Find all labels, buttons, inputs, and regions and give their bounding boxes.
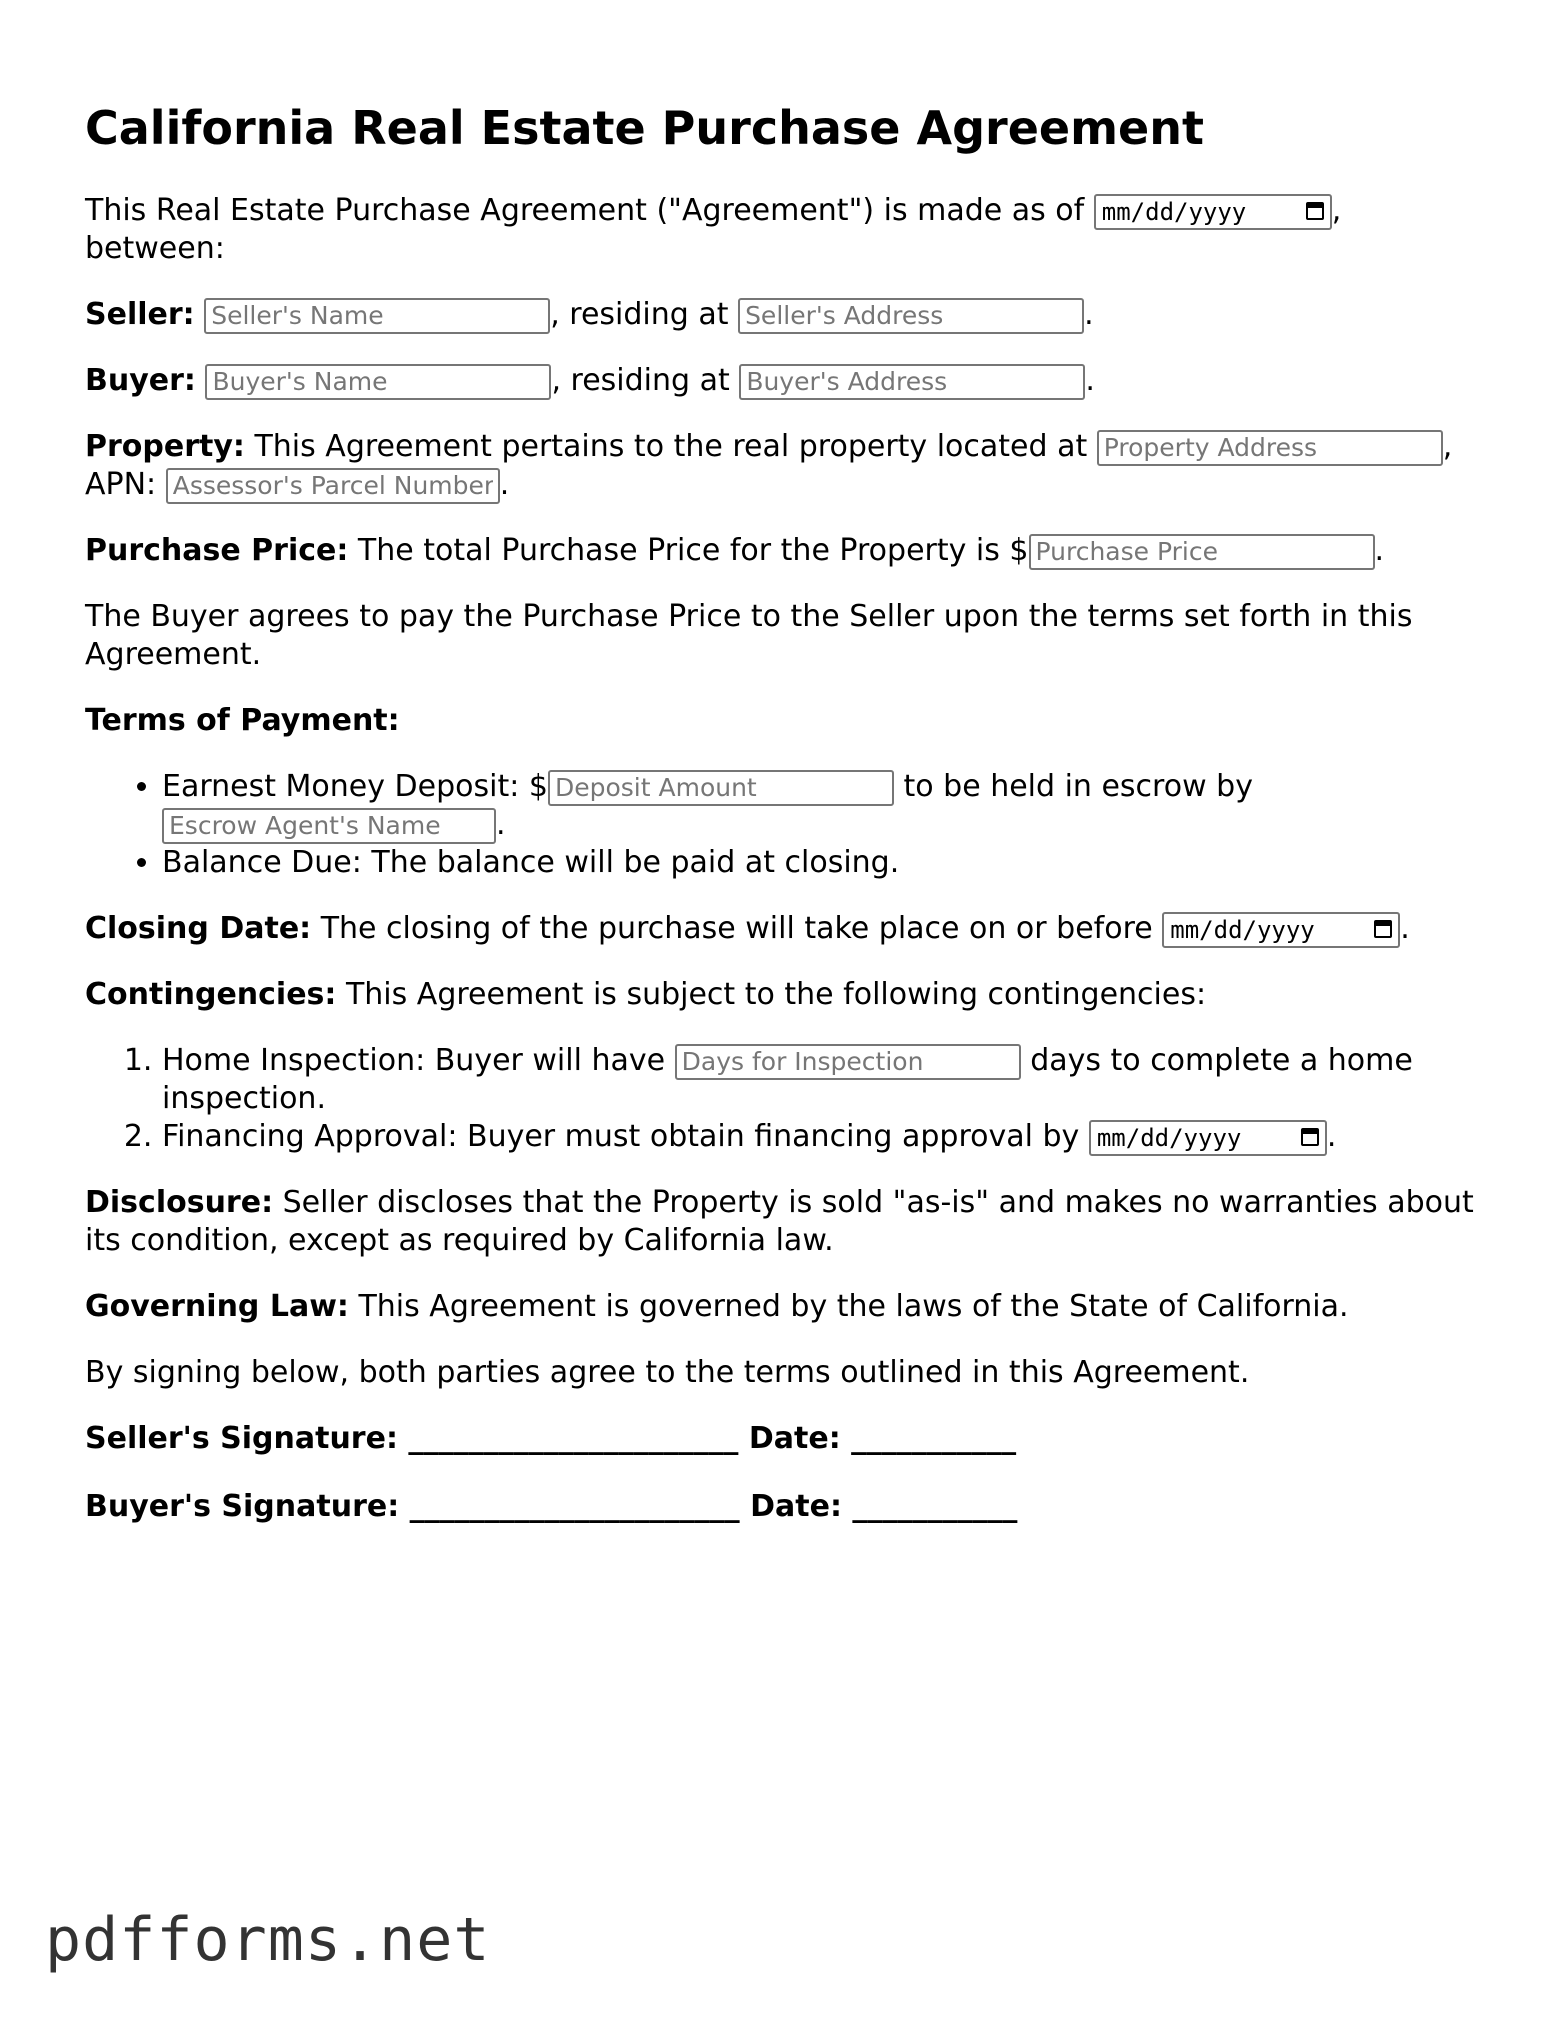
contingencies-list <box>85 1042 1485 1156</box>
governing-text: This Agreement is governed by the laws of the State of California. <box>358 1289 1349 1324</box>
governing-label: Governing Law: <box>85 1289 349 1324</box>
seller-signature-line <box>85 1420 1485 1458</box>
financing-text: Financing Approval: Buyer must obtain financing approval by <box>162 1119 1080 1154</box>
deposit-end: . <box>496 807 506 842</box>
buyer-line <box>85 362 1485 400</box>
closing-paragraph <box>85 910 1485 948</box>
property-address-input[interactable] <box>1097 430 1443 466</box>
intro-paragraph <box>85 192 1485 268</box>
property-label: Property: <box>85 429 245 464</box>
seller-signature-blank[interactable]: ______________________ <box>408 1421 739 1456</box>
inspection-days-input[interactable] <box>675 1044 1021 1080</box>
seller-line <box>85 296 1485 334</box>
contingencies-label: Contingencies: <box>85 977 337 1012</box>
intro-after: , between: <box>85 193 1342 266</box>
closing-text: The closing of the purchase will take place on or before <box>320 911 1153 946</box>
seller-end: . <box>1084 297 1094 332</box>
calendar-icon[interactable] <box>1301 1128 1319 1146</box>
property-end: . <box>499 467 510 502</box>
buyer-agrees-paragraph: The Buyer agrees to pay the Purchase Price to the Seller upon the terms set forth in this Agreement. <box>85 599 1413 672</box>
seller-date-label: Date: <box>748 1421 841 1456</box>
buyer-date-blank[interactable]: ___________ <box>852 1489 1018 1524</box>
apn-input[interactable] <box>166 468 500 504</box>
purchase-price-input[interactable] <box>1029 534 1375 570</box>
deposit-text: Earnest Money Deposit: $ <box>162 769 548 804</box>
escrow-agent-input[interactable] <box>162 808 496 844</box>
seller-signature-label: Seller's Signature: <box>85 1421 398 1456</box>
buyer-label: Buyer: <box>85 363 196 398</box>
seller-address-input[interactable] <box>738 298 1084 334</box>
inspection-after: days to complete a home inspection. <box>162 1043 1413 1116</box>
intro-text: This Real Estate Purchase Agreement ("Agreement") is made as of <box>85 193 1085 228</box>
list-item <box>162 1042 1485 1118</box>
price-text: The total Purchase Price for the Property is $ <box>357 533 1029 568</box>
list-item <box>162 1118 1485 1156</box>
buyer-name-input[interactable] <box>205 364 551 400</box>
seller-label: Seller: <box>85 297 195 332</box>
closing-date-placeholder: mm/dd/yyyy <box>1170 915 1315 944</box>
seller-date-blank[interactable]: ___________ <box>851 1421 1017 1456</box>
buyer-end: . <box>1085 363 1095 398</box>
property-text: This Agreement pertains to the real property located at <box>254 429 1088 464</box>
agreement-page <box>85 100 1485 1556</box>
price-end: . <box>1374 533 1385 568</box>
closing-date-input[interactable] <box>1162 912 1400 948</box>
governing-paragraph <box>85 1288 1485 1326</box>
terms-heading-label: Terms of Payment: <box>85 703 400 738</box>
inspection-text: Home Inspection: Buyer will have <box>162 1043 666 1078</box>
buyer-address-input[interactable] <box>739 364 1085 400</box>
deposit-amount-input[interactable] <box>548 770 894 806</box>
financing-date-placeholder: mm/dd/yyyy <box>1096 1123 1242 1152</box>
buyer-signature-blank[interactable]: ______________________ <box>409 1489 740 1524</box>
escrow-text: to be held in escrow by <box>903 769 1253 804</box>
list-item: • Balance Due: The balance will be paid at closing. <box>162 844 1485 882</box>
contingencies-text: This Agreement is subject to the following contingencies: <box>345 977 1207 1012</box>
disclosure-label: Disclosure: <box>85 1185 274 1220</box>
page-title: California Real Estate Purchase Agreement <box>85 101 1204 155</box>
calendar-icon[interactable] <box>1306 202 1324 220</box>
apn-label: , APN: <box>85 429 1453 502</box>
price-paragraph <box>85 532 1485 570</box>
disclosure-text: Seller discloses that the Property is sold "as-is" and makes no warranties about its condition, except as required by California law. <box>85 1185 1474 1258</box>
financing-date-input[interactable] <box>1089 1120 1327 1156</box>
buyer-residing-text: , residing at <box>551 363 730 398</box>
property-paragraph <box>85 428 1485 504</box>
signing-note: By signing below, both parties agree to the terms outlined in this Agreement. <box>85 1355 1250 1390</box>
buyer-date-label: Date: <box>750 1489 842 1524</box>
seller-residing-text: , residing at <box>550 297 729 332</box>
financing-end: . <box>1326 1119 1337 1154</box>
agreement-date-placeholder: mm/dd/yyyy <box>1101 197 1247 226</box>
buyer-signature-label: Buyer's Signature: <box>85 1489 400 1524</box>
terms-heading <box>85 702 1485 740</box>
price-label: Purchase Price: <box>85 533 349 568</box>
seller-name-input[interactable] <box>204 298 550 334</box>
closing-label: Closing Date: <box>85 911 312 946</box>
buyer-signature-line <box>85 1488 1485 1526</box>
contingencies-paragraph <box>85 976 1485 1014</box>
agreement-date-input[interactable] <box>1094 194 1332 230</box>
calendar-icon[interactable] <box>1374 920 1392 938</box>
brand-watermark: pdfforms.net <box>45 1905 491 1975</box>
disclosure-paragraph <box>85 1184 1485 1260</box>
closing-end: . <box>1400 911 1410 946</box>
list-item <box>162 768 1485 844</box>
terms-list <box>85 768 1485 882</box>
